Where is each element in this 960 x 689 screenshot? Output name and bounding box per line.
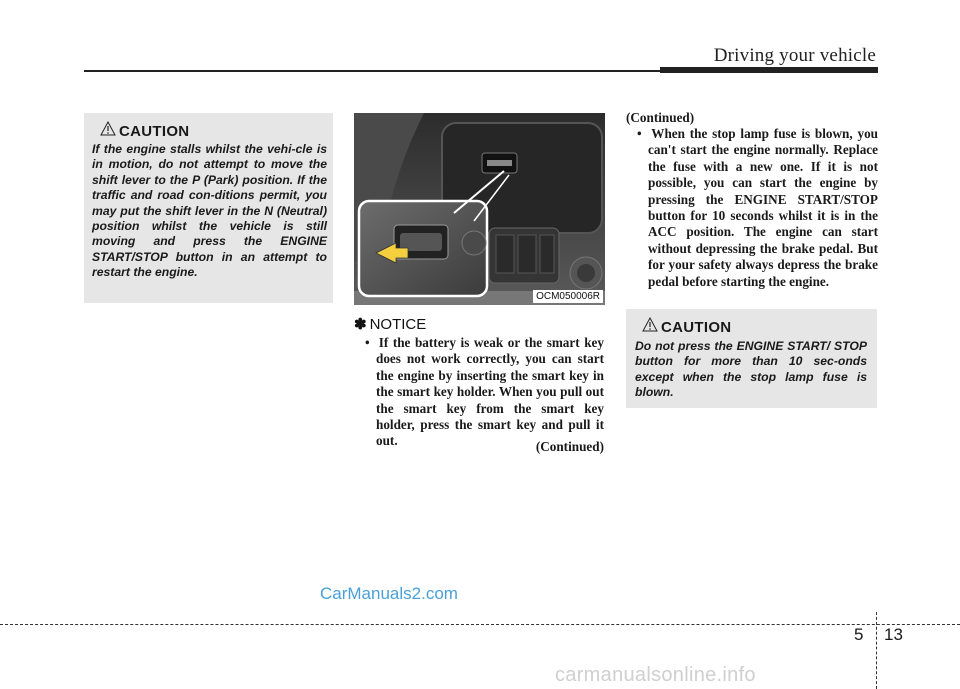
- notice-text: If the battery is weak or the smart key does not work correctly, you can start the engine by inserting the smart key in the smart key holder. When you pull out the smart key from the smart key holder, press the smart key and pull it out.: [376, 335, 604, 449]
- smart-key-holder-figure: [354, 113, 605, 305]
- notice-body: [354, 335, 604, 450]
- notice-title: NOTICE: [369, 316, 427, 333]
- right-bullet-item: [626, 126, 878, 290]
- bullet-mark: •: [365, 335, 370, 350]
- bullet-mark: •: [637, 126, 642, 141]
- notice-continued: (Continued): [535, 439, 604, 454]
- bottom-watermark: carmanualsonline.info: [555, 664, 756, 686]
- caution-box-engine-stall: [84, 113, 333, 303]
- page-number: 13: [884, 625, 903, 644]
- notice-heading: [354, 315, 426, 333]
- header-rule: [84, 70, 664, 72]
- warning-triangle-icon: [100, 121, 116, 136]
- header-rule-accent: [660, 67, 878, 73]
- page-header-title: Driving your vehicle: [713, 45, 876, 66]
- right-continued-label: (Continued): [626, 110, 695, 125]
- right-text: When the stop lamp fuse is blown, you can't start the engine normally. Replace the fuse with a new one. If it is not possible, you can start the engine by pressing the ENGINE START/STOP button for 10 seconds whilst it is in the ACC position. The engine can start without depressing the brake pedal. But for your safety always depress the brake pedal before starting the engine.: [648, 126, 879, 289]
- footer-divider: [876, 612, 877, 689]
- caution-title: CAUTION: [661, 319, 732, 336]
- notice-bullet-item: [354, 335, 604, 450]
- footer-rule: [0, 624, 960, 625]
- warning-triangle-icon: [642, 317, 658, 332]
- chapter-number: 5: [854, 625, 864, 644]
- notice-star-icon: ✽: [354, 316, 367, 333]
- caution-text: If the engine stalls whilst the vehi-cle is in motion, do not attempt to move the shift lever to the P (Park) position. If the traffic and road con-ditions permit, you may put the shift lever in the N (Neutral) position whilst the vehicle is still moving and press the ENGINE START/STOP button in an attempt to restart the engine.: [92, 142, 327, 280]
- site-watermark[interactable]: CarManuals2.com: [320, 584, 458, 603]
- caution-title: CAUTION: [119, 123, 190, 140]
- smart-key-holder-illustration: [354, 113, 605, 305]
- caution-text: Do not press the ENGINE START/ STOP button for more than 10 sec-onds except when the stop lamp fuse is blown.: [635, 339, 867, 400]
- caution-box-start-stop: [626, 309, 877, 408]
- right-column-body: [626, 126, 878, 290]
- figure-code: OCM050006R: [533, 290, 603, 303]
